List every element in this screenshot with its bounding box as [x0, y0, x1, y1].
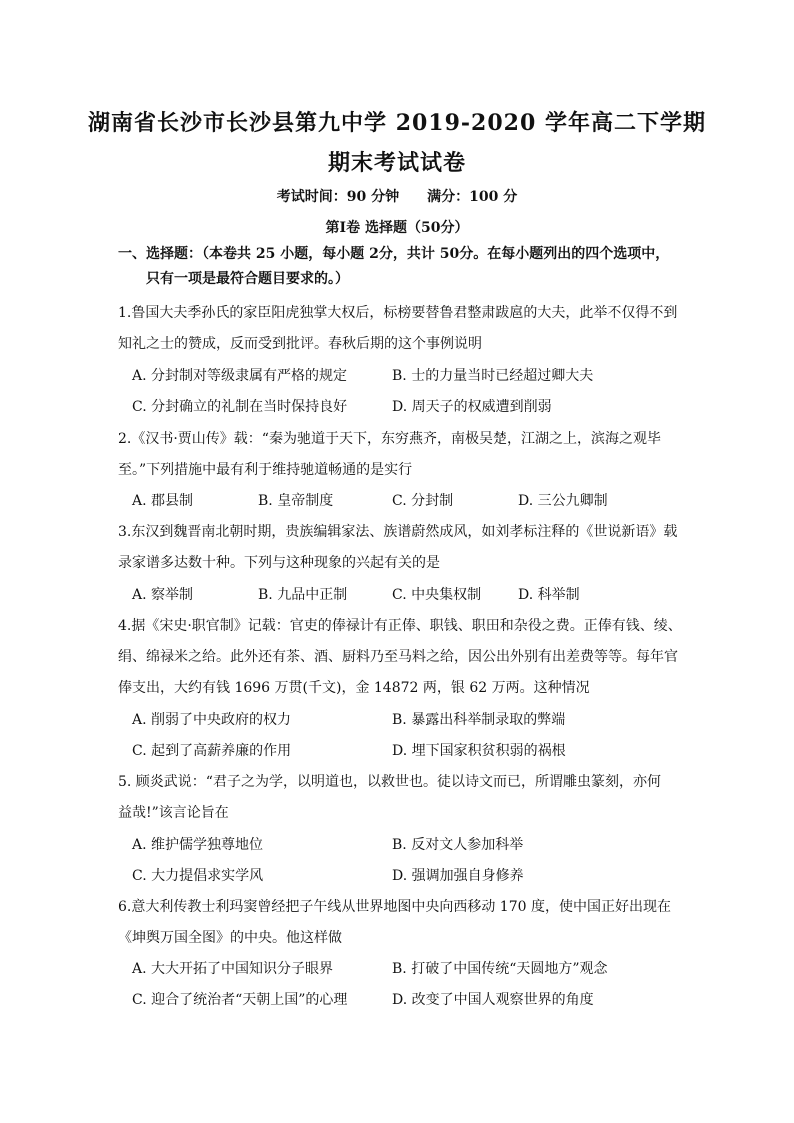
question-stem-line: 《坤舆万国全图》的中央。他这样做: [118, 930, 342, 946]
question-stem-line: 5. 顾炎武说：“君子之为学，以明道也，以救世也。徒以诗文而已，所谓雕虫篆刻，亦何: [118, 774, 661, 790]
question-stem-line: 益哉!”该言论旨在: [118, 805, 229, 821]
option-d: D. 周天子的权威遭到削弱: [392, 399, 552, 415]
option-b: B. 九品中正制: [258, 587, 348, 603]
question-stem-line: 知礼之士的赞成，反而受到批评。春秋后期的这个事例说明: [118, 336, 482, 352]
option-d: D. 改变了中国人观察世界的角度: [392, 992, 594, 1008]
option-a: A. 大大开拓了中国知识分子眼界: [132, 961, 334, 977]
option-a: A. 察举制: [132, 587, 194, 603]
exam-meta: [0, 186, 794, 206]
question-stem-line: 绢、绵禄米之给。此外还有茶、酒、厨料乃至马料之给，因公出外别有出差费等等。每年官: [118, 649, 678, 665]
option-c: C. 中央集权制: [392, 587, 482, 603]
option-a: A. 削弱了中央政府的权力: [132, 712, 292, 728]
option-c: C. 迎合了统治者“天朝上国”的心理: [132, 992, 348, 1008]
question-stem-line: 至。”下列措施中最有利于维持驰道畅通的是实行: [118, 462, 413, 478]
option-c: C. 起到了高薪养廉的作用: [132, 743, 292, 759]
exam-title-line1: 湖南省长沙市长沙县第九中学 2019-2020 学年高二下学期: [88, 110, 706, 136]
question-stem-line: 2.《汉书·贾山传》载：“秦为驰道于天下，东穷燕齐，南极吴楚，江湖之上，滨海之观毕: [118, 431, 661, 447]
option-b: B. 士的力量当时已经超过卿大夫: [392, 368, 594, 384]
exam-title-line2: 期末考试试卷: [327, 150, 466, 176]
question-stem-line: 录家谱多达数十种。下列与这种现象的兴起有关的是: [118, 555, 440, 571]
section-heading: 第Ⅰ卷 选择题（50分）: [325, 220, 469, 236]
option-a: A. 分封制对等级隶属有严格的规定: [132, 368, 348, 384]
option-b: B. 反对文人参加科举: [392, 837, 524, 853]
option-c: C. 分封确立的礼制在当时保持良好: [132, 399, 348, 415]
question-stem-line: 1.鲁国大夫季孙氏的家臣阳虎独掌大权后，标榜要替鲁君整肃跋扈的大夫，此举不仅得不到: [118, 305, 678, 321]
exam-time: 考试时间：90 分钟: [276, 189, 400, 205]
option-b: B. 打破了中国传统“天圆地方”观念: [392, 961, 608, 977]
option-d: D. 强调加强自身修养: [392, 868, 524, 884]
option-b: B. 暴露出科举制录取的弊端: [392, 712, 566, 728]
option-a: A. 郡县制: [132, 493, 194, 509]
question-stem-line: 6.意大利传教士利玛窦曾经把子午线从世界地图中央向西移动 170 度，使中国正好出现在: [118, 899, 671, 915]
option-c: C. 大力提倡求实学风: [132, 868, 264, 884]
option-a: A. 维护儒学独尊地位: [132, 837, 264, 853]
option-c: C. 分封制: [392, 493, 454, 509]
option-d: D. 埋下国家积贫积弱的祸根: [392, 743, 566, 759]
instruction-line1: 一、选择题：（本卷共 25 小题，每小题 2分，共计 50分。在每小题列出的四个选项中，: [118, 246, 670, 262]
option-d: D. 科举制: [518, 587, 580, 603]
question-stem-line: 3.东汉到魏晋南北朝时期，贵族编辑家法、族谱蔚然成风，如刘孝标注释的《世说新语》载: [118, 524, 678, 540]
question-stem-line: 4.据《宋史·职官制》记载：官吏的俸禄计有正俸、职钱、职田和杂役之费。正俸有钱、绫、: [118, 618, 682, 634]
option-b: B. 皇帝制度: [258, 493, 334, 509]
instruction-line2: 只有一项是最符合题目要求的。）: [146, 271, 349, 287]
option-d: D. 三公九卿制: [518, 493, 608, 509]
question-stem-line: 俸支出，大约有钱 1696 万贯(千文)，金 14872 两，银 62 万两。这种情况: [118, 680, 590, 696]
exam-score: 满分：100 分: [427, 189, 518, 205]
